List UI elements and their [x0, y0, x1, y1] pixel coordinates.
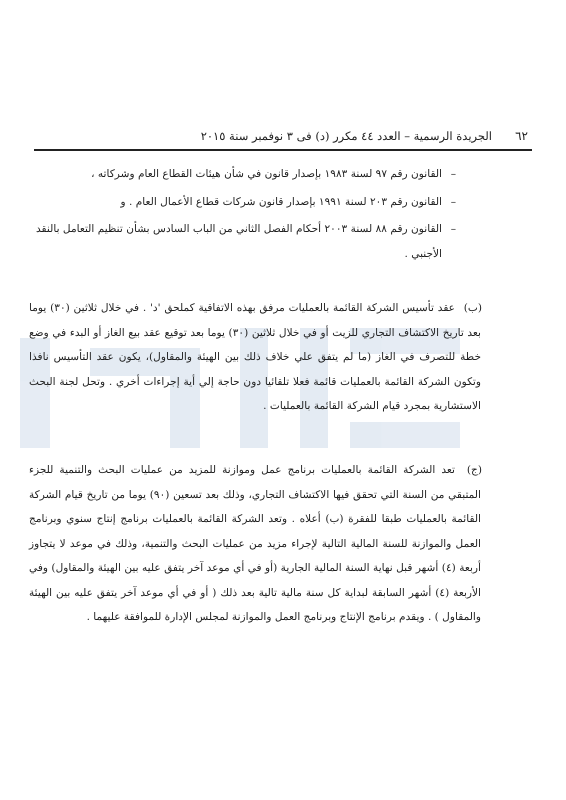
- list-item: [36, 217, 456, 266]
- list-item: [36, 162, 456, 187]
- list-dash: –: [450, 223, 456, 235]
- paragraph-marker: (ج): [466, 464, 482, 476]
- list-item-text: القانون رقم ٨٨ لسنة ٢٠٠٣ أحكام الفصل الثاني من الباب السادس بشأن تنظيم التعامل بالنقد الأجنبي .: [36, 223, 442, 260]
- list-dash: –: [450, 168, 456, 180]
- paragraph-b: [29, 296, 481, 419]
- list-dash: –: [450, 195, 456, 208]
- law-list: [36, 162, 456, 266]
- list-item: [36, 190, 456, 215]
- gazette-title: الجريدة الرسمية – العدد ٤٤ مكرر (د) فى ٣ نوفمبر سنة ٢٠١٥: [200, 129, 492, 143]
- page-number: ٦٢: [515, 129, 528, 143]
- paragraph-text: عقد تأسيس الشركة القائمة بالعمليات مرفق بهذه الاتفاقية كملحق 'د' . في خلال ثلاثين (٣٠) يوما بعد تاريخ الاكتشاف التجاري للزيت أو في خلال ثلاثين (٣٠) يوما بعد توقيع عقد بيع الغاز أو البدء في وضع خطة للتصرف في الغاز (ما لم يتفق علي خلاف ذلك بين الهيئة والمقاول)، يكون عقد التأسيس نافذا وتكون الشركة القائمة بالعمليات قائمة فعلا تلقائيا دون حاجة إلي أية إجراءات أخري . وتحل لجنة البحث الاستشارية بمجرد قيام الشركة القائمة بالعمليات .: [29, 302, 481, 412]
- page-header: [38, 129, 528, 145]
- list-item-text: القانون رقم ٢٠٣ لسنة ١٩٩١ بإصدار قانون شركات قطاع الأعمال العام . و: [120, 195, 442, 208]
- list-item-text: القانون رقم ٩٧ لسنة ١٩٨٣ بإصدار قانون في شأن هيئات القطاع العام وشركاته ،: [91, 168, 442, 180]
- header-divider: [34, 149, 532, 151]
- paragraph-j: [29, 458, 481, 630]
- paragraph-text: تعد الشركة القائمة بالعمليات برنامج عمل وموازنة للمزيد من عمليات البحث والتنمية للجزء المتبقي من السنة التي تحقق فيها الاكتشاف التجاري، وذلك بعد تسعين (٩٠) يوما من تاريخ قيام الشركة القائمة بالعمليات طبقا للفقرة (ب) أعلاه . وتعد الشركة القائمة بالعمليات برنامج إنتاج سنوي وبرنامج العمل والموازنة للسنة المالية التالية لإجراء مزيد من عمليات البحث والتنمية، وذلك في موعد لا يتجاوز أربعة (٤) أشهر قبل نهاية السنة المالية الجارية (أو في أي موعد آخر يتفق عليه بين الهيئة والمقاول) وفي الأربعة (٤) أشهر السابقة لبداية كل سنة مالية تالية بعد ذلك ( أو في أي موعد آخر يتفق عليه بين الهيئة والمقاول ) . ويقدم برنامج الإنتاج وبرنامج العمل والموازنة لمجلس الإدارة للموافقة عليهما .: [29, 464, 481, 623]
- paragraph-marker: (ب): [463, 302, 482, 314]
